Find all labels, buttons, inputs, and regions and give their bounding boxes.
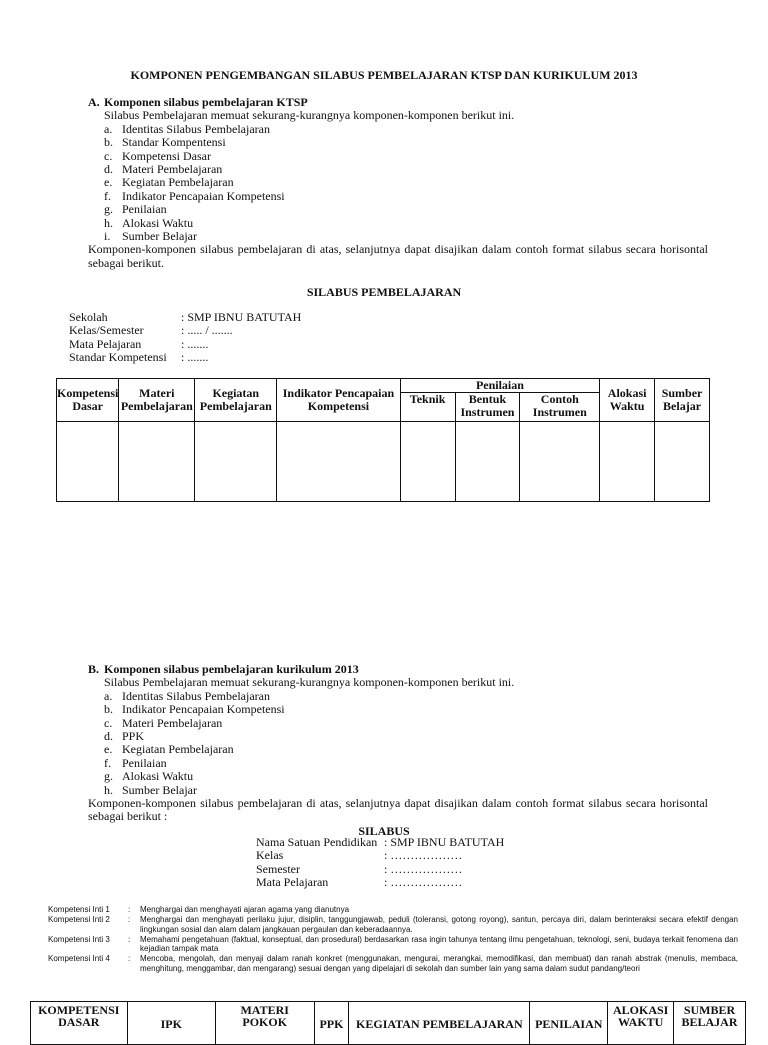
identity-row: Kelas : ………………	[256, 848, 463, 863]
list-item: d. PPK	[104, 729, 145, 744]
list-item: e. Kegiatan Pembelajaran	[104, 175, 234, 190]
col-penilaian: Penilaian	[400, 379, 600, 393]
list-item: a. Identitas Silabus Pembelajaran	[104, 121, 270, 136]
list-item: c. Materi Pembelajaran	[104, 715, 223, 730]
list-item: e. Kegiatan Pembelajaran	[104, 742, 234, 757]
kompetensi-inti-list	[48, 905, 738, 974]
syllabus-a-identity	[69, 311, 301, 365]
col-bentuk: Bentuk Instrumen	[455, 393, 520, 422]
col-materi: Materi Pembelajaran	[119, 379, 195, 422]
kompetensi-inti-row: Kompetensi Inti 4 : Mencoba, mengolah, dan menyaji dalam ranah konkret (menggunakan, mengurai, merangkai, memodifikasi, dan membuat) dan ranah abstrak (menulis, membaca, menghitung, menggambar, dan mengarang) sesuai dengan yang dipelajari di sekolah dan sumber lain yang sama dalam sudut pandang/teori	[48, 954, 738, 973]
col-ppk: PPK	[314, 1002, 349, 1045]
list-item: f. Penilaian	[104, 755, 167, 770]
identity-row: Semester : ………………	[256, 861, 463, 876]
col-kompetensi-dasar: KOMPETENSI DASAR	[31, 1002, 128, 1045]
col-alokasi: Alokasi Waktu	[600, 379, 655, 422]
syllabus-b-identity	[256, 836, 504, 890]
list-item: f. Indikator Pencapaian Kompetensi	[104, 188, 285, 203]
identity-row: Standar Kompetensi : .......	[69, 350, 209, 365]
syllabus-a-title: SILABUS PEMBELAJARAN	[306, 285, 462, 299]
section-a-closing: Komponen-komponen silabus pembelajaran di atas, selanjutnya dapat disajikan dalam contoh format silabus secara horisontal sebagai berikut.	[88, 242, 708, 270]
col-indikator: Indikator Pencapaian Kompetensi	[277, 379, 400, 422]
kompetensi-inti-row: Kompetensi Inti 2 : Menghargai dan menghayati perilaku jujur, disiplin, tanggungjawab, peduli (toleransi, gotong royong), santun, percaya diri, dalam berinteraksi secara efektif dengan lingkungan sosial dan alam dalam jangkauan pergaulan dan keberadaannya.	[48, 915, 738, 934]
identity-row: Mata Pelajaran : ………………	[256, 875, 463, 890]
list-item: c. Kompetensi Dasar	[104, 148, 211, 163]
col-alokasi: ALOKASI WAKTU	[608, 1002, 674, 1045]
section-a-heading: A. Komponen silabus pembelajaran KTSP	[88, 95, 308, 109]
document-title: KOMPONEN PENGEMBANGAN SILABUS PEMBELAJARAN KTSP DAN KURIKULUM 2013	[130, 68, 638, 82]
kompetensi-inti-row: Kompetensi Inti 1 : Menghargai dan menghayati ajaran agama yang dianutnya	[48, 905, 350, 914]
section-b-intro: Silabus Pembelajaran memuat sekurang-kurangnya komponen-komponen berikut ini.	[104, 675, 515, 690]
col-materi-pokok: MATERI POKOK	[215, 1002, 314, 1045]
syllabus-b-title: SILABUS	[358, 824, 410, 838]
identity-row: Sekolah : SMP IBNU BATUTAH	[69, 310, 302, 324]
col-sumber: Sumber Belajar	[655, 379, 710, 422]
table-row	[57, 422, 710, 502]
section-a	[88, 96, 708, 270]
section-b-closing: Komponen-komponen silabus pembelajaran di atas, selanjutnya dapat disajikan dalam contoh format silabus secara horisontal sebagai berikut :	[88, 796, 708, 824]
col-penilaian: PENILAIAN	[530, 1002, 608, 1045]
list-item: d. Materi Pembelajaran	[104, 162, 223, 177]
section-a-intro: Silabus Pembelajaran memuat sekurang-kurangnya komponen-komponen berikut ini.	[104, 108, 515, 123]
list-item: g. Alokasi Waktu	[104, 769, 194, 784]
list-item: b. Standar Kompentensi	[104, 135, 226, 150]
section-b	[88, 663, 708, 824]
col-kompetensi-dasar: Kompetensi Dasar	[57, 379, 119, 422]
identity-row: Nama Satuan Pendidikan : SMP IBNU BATUTAH	[256, 835, 505, 849]
section-b-list	[88, 690, 708, 797]
col-ipk: IPK	[127, 1002, 215, 1045]
list-item: b. Indikator Pencapaian Kompetensi	[104, 702, 285, 717]
col-contoh: Contoh Instrumen	[520, 393, 600, 422]
syllabus-b-table	[30, 1001, 746, 1045]
section-b-heading: B. Komponen silabus pembelajaran kurikulum 2013	[88, 662, 359, 676]
col-sumber: SUMBER BELAJAR	[674, 1002, 746, 1045]
list-item: g. Penilaian	[104, 202, 167, 217]
identity-row: Kelas/Semester : ..... / .......	[69, 323, 233, 338]
section-a-list	[88, 123, 708, 244]
list-item: h. Alokasi Waktu	[104, 215, 194, 230]
list-item: a. Identitas Silabus Pembelajaran	[104, 688, 270, 703]
col-teknik: Teknik	[400, 393, 455, 422]
col-kegiatan: Kegiatan Pembelajaran	[195, 379, 277, 422]
syllabus-a-table	[56, 378, 710, 502]
col-kegiatan: KEGIATAN PEMBELAJARAN	[349, 1002, 530, 1045]
list-item: h. Sumber Belajar	[104, 782, 197, 797]
kompetensi-inti-row: Kompetensi Inti 3 : Memahami pengetahuan (faktual, konseptual, dan prosedural) berdasarkan rasa ingin tahunya tentang ilmu pengetahuan, teknologi, seni, budaya terkait fenomena dan kejadian tampak mata	[48, 934, 738, 954]
identity-row: Mata Pelajaran : .......	[69, 336, 209, 351]
list-item: i. Sumber Belajar	[104, 229, 197, 244]
